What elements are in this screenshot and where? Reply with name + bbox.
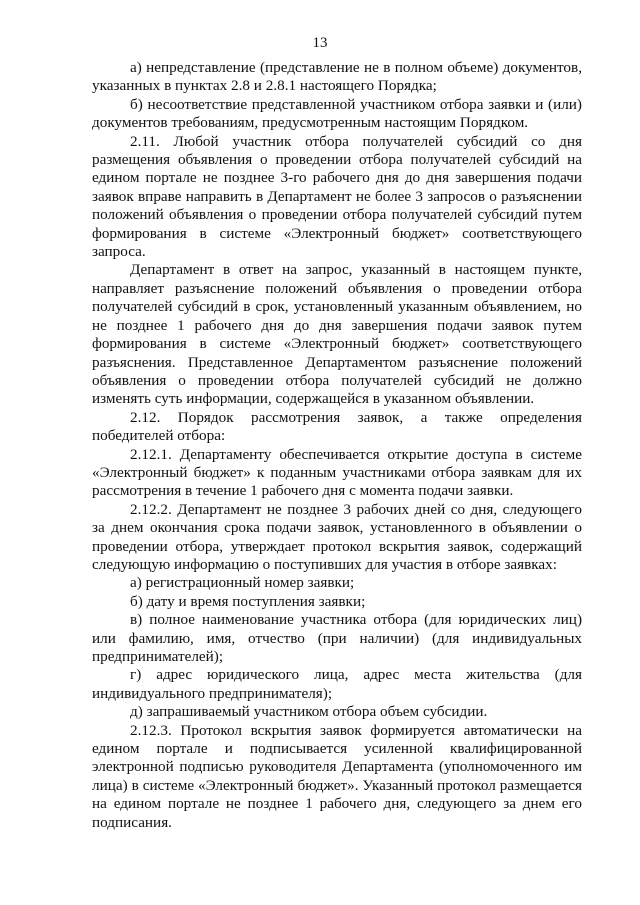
paragraph-item-a-missing-documents: а) непредставление (представление не в полном объеме) документов, указанных в пунктах 2.8 и 2.8.1 настоящего Порядка;: [92, 59, 582, 95]
list-item-b-date-time: б) дату и время поступления заявки;: [130, 592, 366, 610]
paragraph-item-b-noncompliance: б) несоответствие представленной участником отбора заявки и (или) документов требованиям, предусмотренным настоящим Порядком.: [92, 95, 582, 132]
document-body: [92, 59, 582, 832]
paragraph-2-11: 2.11. Любой участник отбора получателей субсидий со дня размещения объявления о проведении отбора получателей субсидий на едином портале не позднее 3-го рабочего дня до дня завершения подачи заявок вправе направить в Департамент не более 3 запросов о разъяснении положений объявления о проведении отбора получателей субсидий путем формирования в системе «Электронный бюджет» соответствующего запроса.: [92, 132, 582, 261]
list-item-g-address: г) адрес юридического лица, адрес места жительства (для индивидуального предпринимателя);: [92, 666, 582, 702]
page-number: 13: [312, 35, 328, 51]
paragraph-2-12-3: 2.12.3. Протокол вскрытия заявок формируется автоматически на едином портале и подписывается усиленной квалифицированной электронной подписью руководителя Департамента (уполномоченного им лица) в системе «Электронный бюджет». Указанный протокол размещается на едином портале не позднее 1 рабочего дня, следующего за днем его подписания.: [92, 721, 582, 831]
list-item-v-full-name: в) полное наименование участника отбора (для юридических лиц) или фамилию, имя, отчество (при наличии) (для индивидуальных предпринимателей);: [92, 611, 582, 665]
list-item-d-subsidy-amount: д) запрашиваемый участником отбора объем субсидии.: [130, 703, 488, 721]
paragraph-2-12-2: 2.12.2. Департамент не позднее 3 рабочих дней со дня, следующего за днем окончания срока подачи заявок, установленного в объявлении о проведении отбора, утверждает протокол вскрытия заявок, содержащий следующую информацию о поступивших для участия в отборе заявках:: [92, 500, 582, 573]
paragraph-department-response: Департамент в ответ на запрос, указанный в настоящем пункте, направляет разъяснение положений объявления о проведении отбора получателей субсидий в срок, установленный указанным объявлением, но не позднее 1 рабочего дня до дня завершения подачи заявок путем формирования в системе «Электронный бюджет» соответствующего разъяснения. Представленное Департаментом разъяснение положений объявления о проведении отбора получателей субсидий не должно изменять суть информации, содержащейся в указанном объявлении.: [92, 261, 582, 408]
paragraph-2-12-1: 2.12.1. Департаменту обеспечивается открытие доступа в системе «Электронный бюджет» к поданным участниками отбора заявкам для их рассмотрения в течение 1 рабочего дня с момента подачи заявки.: [92, 445, 582, 500]
paragraph-2-12: 2.12. Порядок рассмотрения заявок, а также определения победителей отбора:: [92, 408, 582, 445]
list-item-a-registration-number: а) регистрационный номер заявки;: [130, 574, 355, 592]
